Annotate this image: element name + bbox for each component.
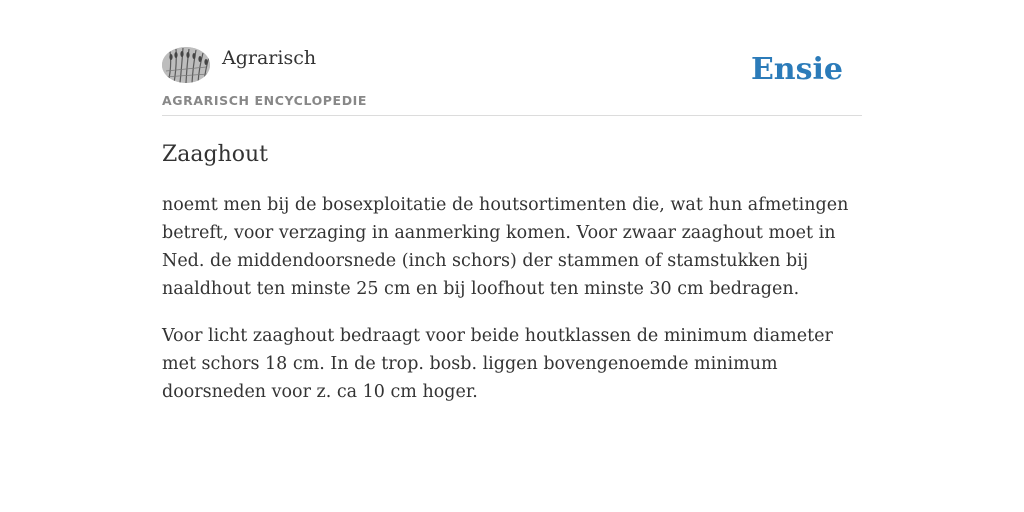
source-subtitle: AGRARISCH ENCYCLOPEDIE [162,93,368,108]
header [162,46,862,116]
page [162,0,862,406]
article-paragraph: Voor licht zaaghout bedraagt voor beide houtklassen de minimum diameter met schors 18 cm. In de trop. bosb. liggen bovengenoemde minimum doorsneden voor z. ca 10 cm hoger. [162,326,833,402]
wheat-photo-icon [162,47,210,83]
article-body [162,191,862,406]
source-logo[interactable] [162,47,210,83]
article-title: Zaaghout [162,142,269,167]
article-paragraph: noemt men bij de bosexploitatie de houtsortimenten die, wat hun afmetingen betreft, voor verzaging in aanmerking komen. Voor zwaar zaaghout moet in Ned. de middendoorsnede (inch schors) der stammen of stamstukken bij naaldhout ten minste 25 cm en bij loofhout ten minste 30 cm bedragen. [162,195,849,299]
source-name[interactable]: Agrarisch [222,47,317,69]
brand-logo-link[interactable]: Ensie [750,52,843,87]
